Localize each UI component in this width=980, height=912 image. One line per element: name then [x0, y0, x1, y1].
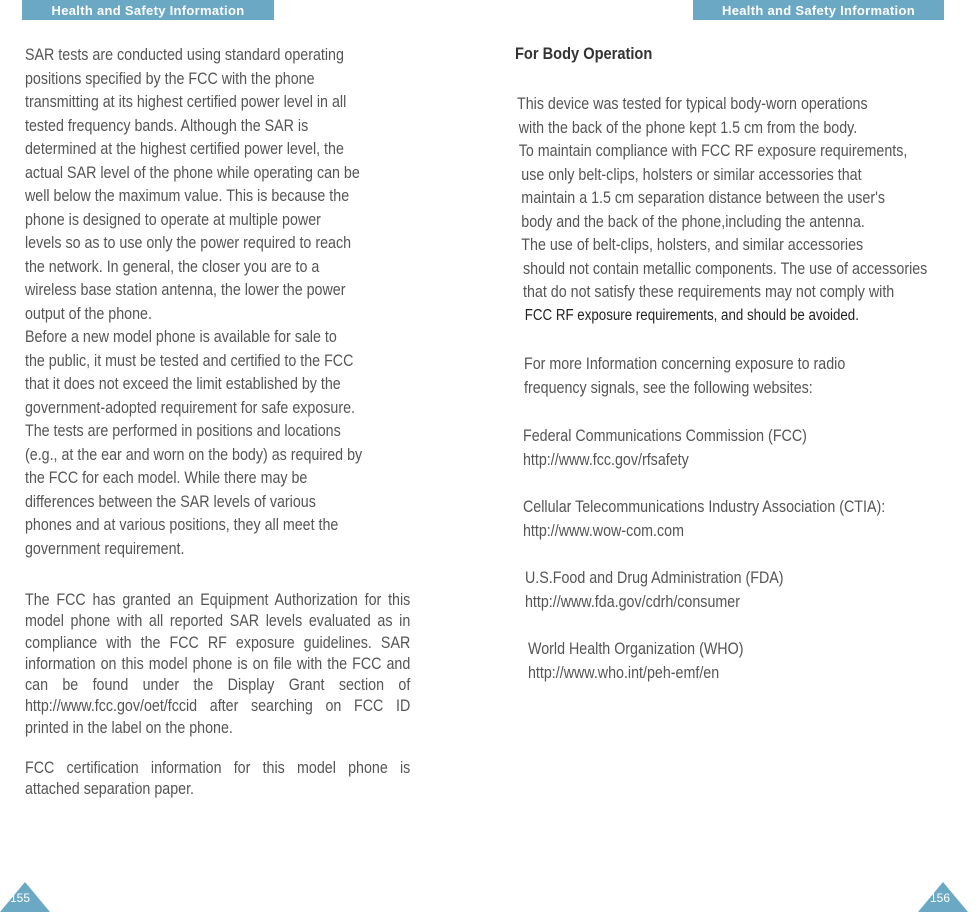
text-line: with the back of the phone kept 1.5 cm from the body. [518, 117, 858, 137]
left-sar-paragraph [25, 43, 416, 560]
text-line: SAR tests are conducted using standard operating [25, 45, 344, 64]
text-line: government-adopted requirement for safe exposure. [25, 397, 356, 417]
website-ctia [523, 495, 970, 542]
body-operation-paragraph [517, 92, 973, 327]
text-line: the network. In general, the closer you are to a [25, 256, 320, 276]
text-line: should not contain metallic components. The use of accessories [523, 258, 928, 278]
website-org: World Health Organization (WHO) [528, 639, 744, 658]
text-line: maintain a 1.5 cm separation distance between the user's [521, 188, 885, 207]
text-line: the FCC for each model. While there may be [25, 468, 308, 487]
text-line: The tests are performed in positions and locations [25, 421, 341, 440]
website-fda [525, 566, 972, 613]
text-line: Before a new model phone is available for sale to [25, 327, 337, 346]
text-line: differences between the SAR levels of various [25, 491, 316, 511]
text-line: positions specified by the FCC with the phone [25, 68, 315, 88]
text-line: transmitting at its highest certified power level in all [25, 92, 347, 111]
text-line: determined at the highest certified power level, the [25, 139, 344, 158]
website-fcc [523, 424, 970, 471]
text-line: actual SAR level of the phone while operating can be [25, 162, 360, 182]
right-page-header: Health and Safety Information [693, 0, 944, 20]
text-line: well below the maximum value. This is because the [25, 186, 350, 205]
page-number-right: 156 [930, 891, 951, 905]
text-line: The use of belt-clips, holsters, and similar accessories [521, 235, 864, 254]
website-org: Cellular Telecommunications Industry Association (CTIA): [523, 497, 886, 516]
page-number-left: 155 [10, 891, 31, 905]
website-who [528, 637, 975, 684]
text-line: tested frequency bands. Although the SAR is [25, 115, 309, 135]
text-line: frequency signals, see the following websites: [524, 377, 813, 397]
text-line: body and the back of the phone,including the antenna. [521, 211, 865, 231]
equipment-authorization-paragraph: The FCC has granted an Equipment Authorization for this model phone with all reported SAR levels evaluated as in compliance with the FCC RF exposure guidelines. SAR information on this model phone is on file with the FCC and can be found under the Display Grant section of http://www.fcc.gov/oet/fccid after searching on FCC ID printed in the label on the phone. [25, 590, 411, 737]
text-line: wireless base station antenna, the lower the power [25, 280, 346, 299]
text-line: government requirement. [25, 538, 185, 558]
text-line: (e.g., at the ear and worn on the body) as required by [25, 444, 363, 464]
website-org: U.S.Food and Drug Administration (FDA) [525, 568, 784, 587]
text-line: phone is designed to operate at multiple power [25, 209, 321, 229]
website-url: http://www.fcc.gov/rfsafety [523, 449, 689, 469]
text-line: levels so as to use only the power required to reach [25, 233, 352, 252]
text-line: phones and at various positions, they all meet the [25, 515, 339, 534]
text-line: use only belt-clips, holsters or similar accessories that [521, 164, 862, 184]
text-line: the public, it must be tested and certified to the FCC [25, 350, 354, 370]
website-url: http://www.fda.gov/cdrh/consumer [525, 591, 740, 611]
text-line: output of the phone. [25, 303, 152, 323]
website-org: Federal Communications Commission (FCC) [523, 426, 807, 445]
text-line: This device was tested for typical body-worn operations [517, 94, 868, 113]
left-page-header: Health and Safety Information [22, 0, 274, 20]
text-line: that it does not exceed the limit established by the [25, 374, 341, 393]
avoid-warning-line: FCC RF exposure requirements, and should be avoided. [524, 306, 859, 324]
body-operation-heading: For Body Operation [515, 44, 653, 63]
text-line: For more Information concerning exposure to radio [524, 354, 846, 373]
more-info-paragraph [524, 352, 954, 399]
text-line: that do not satisfy these requirements may not comply with [523, 282, 895, 301]
fcc-certification-paragraph: FCC certification information for this model phone is attached separation paper. [25, 758, 411, 799]
text-line: To maintain compliance with FCC RF exposure requirements, [518, 141, 908, 160]
website-url: http://www.wow-com.com [523, 520, 684, 540]
website-url: http://www.who.int/peh-emf/en [528, 662, 720, 682]
